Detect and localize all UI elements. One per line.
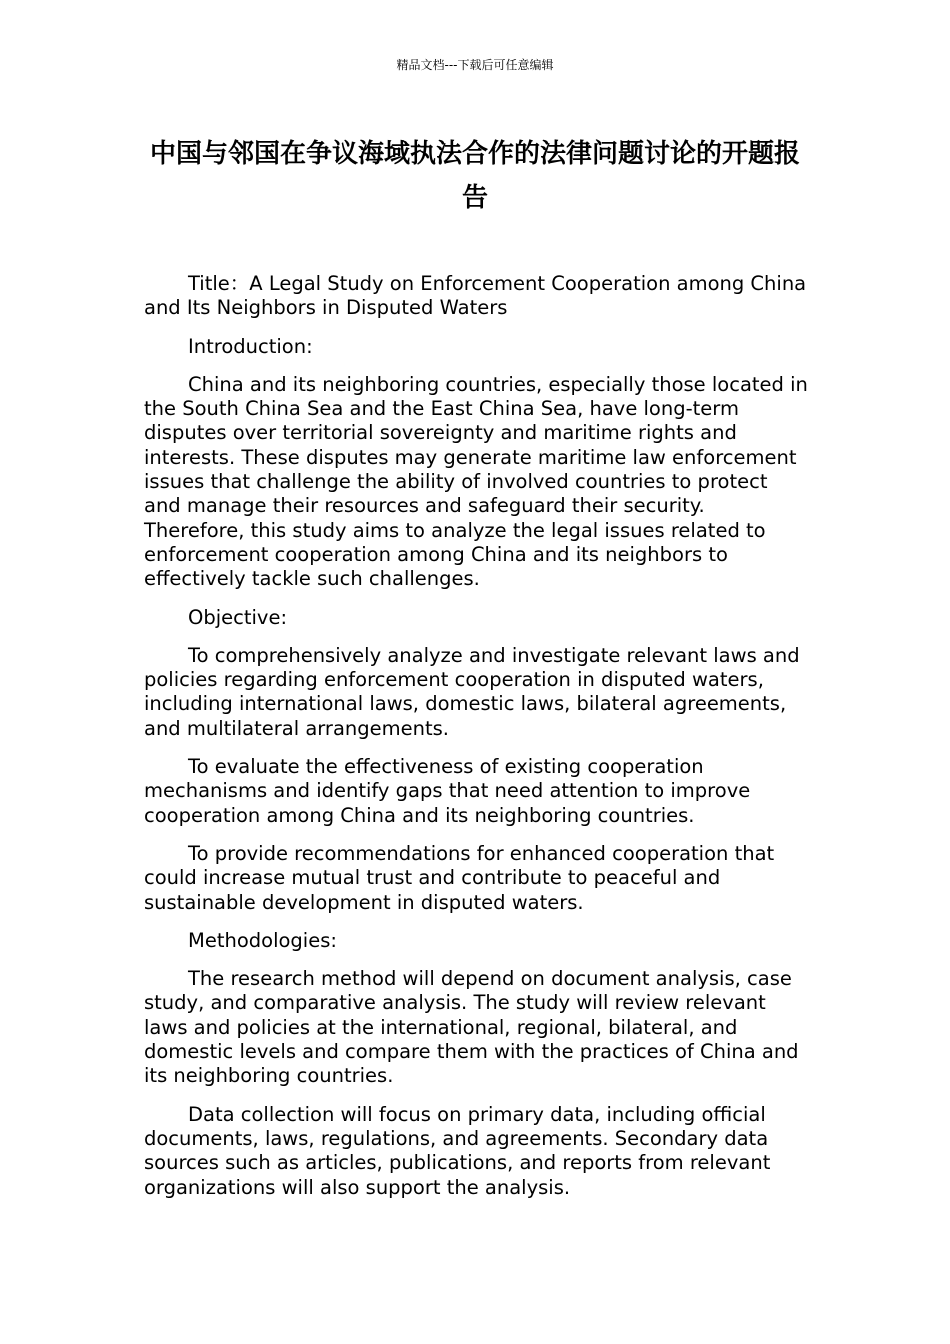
document-body: [144, 272, 808, 1214]
objective-paragraph-3: To provide recommendations for enhanced cooperation that could increase mutual trust and contribute to peaceful and sustainable development in disputed waters.: [144, 841, 775, 914]
methodologies-heading: Methodologies:: [188, 928, 337, 952]
objective-paragraph-1: To comprehensively analyze and investigate relevant laws and policies regarding enforcement cooperation in disputed waters, including international laws, domestic laws, bilateral agreements, and multilateral arrangements.: [144, 643, 800, 740]
title-line: Title：A Legal Study on Enforcement Cooperation among China and Its Neighbors in Disputed Waters: [144, 272, 807, 320]
methodologies-paragraph-1: The research method will depend on document analysis, case study, and comparative analysis. The study will review relevant laws and policies at the international, regional, bilateral, and domestic levels and compare them with the practices of China and its neighboring countries.: [144, 967, 799, 1088]
introduction-heading: Introduction:: [188, 334, 313, 358]
header-note: 精品文档---下载后可任意编辑: [396, 58, 554, 72]
document-title: 中国与邻国在争议海域执法合作的法律问题讨论的开题报告: [149, 139, 800, 213]
objective-paragraph-2: To evaluate the effectiveness of existing cooperation mechanisms and identify gaps that need attention to improve cooperation among China and its neighboring countries.: [144, 755, 751, 827]
introduction-paragraph: China and its neighboring countries, especially those located in the South China Sea and the East China Sea, have long-term disputes over territorial sovereignty and maritime rights and interests. These disputes may generate maritime law enforcement issues that challenge the ability of involved countries to protect and manage their resources and safeguard their security. Therefore, this study aims to analyze the legal issues related to enforcement cooperation among China and its neighbors to effectively tackle such challenges.: [144, 372, 808, 591]
methodologies-paragraph-2: Data collection will focus on primary data, including official documents, laws, regulations, and agreements. Secondary data sources such as articles, publications, and reports from relevant organizations will also support the analysis.: [144, 1102, 771, 1199]
objective-heading: Objective:: [188, 605, 288, 629]
